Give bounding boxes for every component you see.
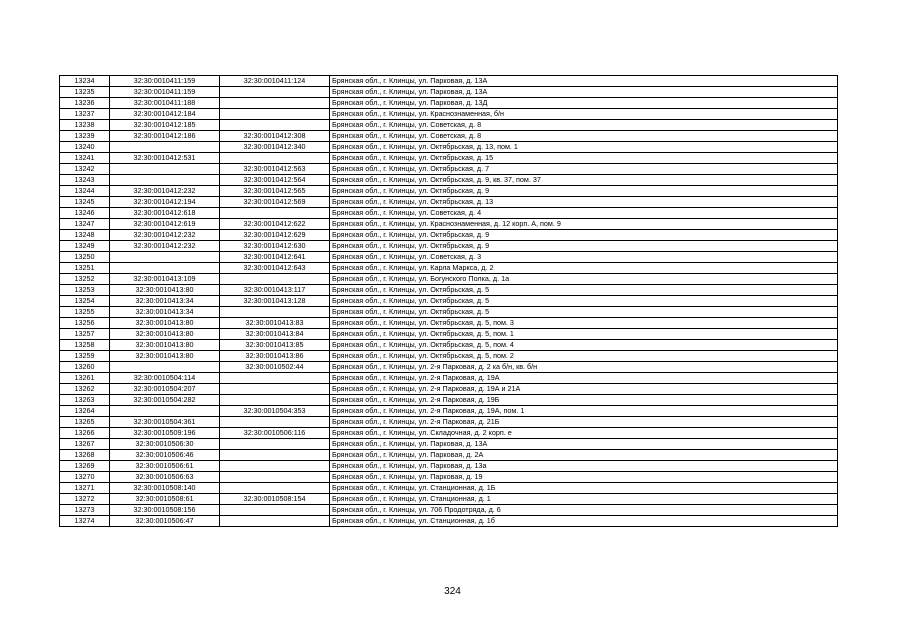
table-row xyxy=(60,417,838,428)
table-row xyxy=(60,450,838,461)
cadastral-number-cell: 32:30:0010412:194 xyxy=(110,197,220,208)
address-cell: Брянская обл., г. Клинцы, ул. Парковая, д. 2А xyxy=(330,450,838,461)
related-cadastral-number-cell xyxy=(220,395,330,406)
table-row xyxy=(60,483,838,494)
row-number-cell: 13263 xyxy=(60,395,110,406)
page-number: 324 xyxy=(444,586,461,597)
address-cell: Брянская обл., г. Клинцы, ул. Октябрьская, д. 5, пом. 1 xyxy=(330,329,838,340)
table-row xyxy=(60,274,838,285)
address-cell: Брянская обл., г. Клинцы, ул. 2-я Парковая, д. 19Б xyxy=(330,395,838,406)
address-cell: Брянская обл., г. Клинцы, ул. Октябрьская, д. 5 xyxy=(330,307,838,318)
address-cell: Брянская обл., г. Клинцы, ул. Карла Маркса, д. 2 xyxy=(330,263,838,274)
table-row xyxy=(60,142,838,153)
cadastral-number-cell xyxy=(110,406,220,417)
table-row xyxy=(60,373,838,384)
related-cadastral-number-cell: 32:30:0010412:630 xyxy=(220,241,330,252)
address-cell: Брянская обл., г. Клинцы, ул. 2-я Парковая, д. 21Б xyxy=(330,417,838,428)
row-number-cell: 13247 xyxy=(60,219,110,230)
row-number-cell: 13244 xyxy=(60,186,110,197)
table-row xyxy=(60,109,838,120)
table-row xyxy=(60,285,838,296)
address-cell: Брянская обл., г. Клинцы, ул. Советская, д. 4 xyxy=(330,208,838,219)
related-cadastral-number-cell xyxy=(220,516,330,527)
cadastral-number-cell: 32:30:0010412:619 xyxy=(110,219,220,230)
row-number-cell: 13268 xyxy=(60,450,110,461)
table-row xyxy=(60,362,838,373)
address-cell: Брянская обл., г. Клинцы, ул. Советская, д. 8 xyxy=(330,120,838,131)
registry-table-body xyxy=(60,76,838,527)
table-row xyxy=(60,87,838,98)
table-row xyxy=(60,428,838,439)
related-cadastral-number-cell xyxy=(220,461,330,472)
related-cadastral-number-cell: 32:30:0010412:565 xyxy=(220,186,330,197)
related-cadastral-number-cell: 32:30:0010412:564 xyxy=(220,175,330,186)
cadastral-number-cell: 32:30:0010413:80 xyxy=(110,329,220,340)
table-row xyxy=(60,241,838,252)
related-cadastral-number-cell: 32:30:0010413:117 xyxy=(220,285,330,296)
property-registry-table xyxy=(59,75,838,527)
address-cell: Брянская обл., г. Клинцы, ул. Парковая, д. 13А xyxy=(330,87,838,98)
related-cadastral-number-cell: 32:30:0010508:154 xyxy=(220,494,330,505)
related-cadastral-number-cell xyxy=(220,505,330,516)
table-row xyxy=(60,395,838,406)
address-cell: Брянская обл., г. Клинцы, ул. Краснознаменная, д. 12 корп. А, пом. 9 xyxy=(330,219,838,230)
table-row xyxy=(60,516,838,527)
row-number-cell: 13251 xyxy=(60,263,110,274)
row-number-cell: 13240 xyxy=(60,142,110,153)
cadastral-number-cell xyxy=(110,362,220,373)
row-number-cell: 13239 xyxy=(60,131,110,142)
related-cadastral-number-cell: 32:30:0010412:643 xyxy=(220,263,330,274)
table-row xyxy=(60,384,838,395)
address-cell: Брянская обл., г. Клинцы, ул. 2-я Парковая, д. 19А xyxy=(330,373,838,384)
cadastral-number-cell: 32:30:0010413:34 xyxy=(110,307,220,318)
cadastral-number-cell: 32:30:0010506:61 xyxy=(110,461,220,472)
related-cadastral-number-cell: 32:30:0010504:353 xyxy=(220,406,330,417)
row-number-cell: 13266 xyxy=(60,428,110,439)
related-cadastral-number-cell xyxy=(220,483,330,494)
cadastral-number-cell: 32:30:0010509:196 xyxy=(110,428,220,439)
row-number-cell: 13258 xyxy=(60,340,110,351)
table-row xyxy=(60,197,838,208)
cadastral-number-cell xyxy=(110,252,220,263)
row-number-cell: 13234 xyxy=(60,76,110,87)
row-number-cell: 13274 xyxy=(60,516,110,527)
table-row xyxy=(60,340,838,351)
cadastral-number-cell: 32:30:0010412:232 xyxy=(110,186,220,197)
cadastral-number-cell: 32:30:0010411:188 xyxy=(110,98,220,109)
address-cell: Брянская обл., г. Клинцы, ул. Советская, д. 3 xyxy=(330,252,838,263)
row-number-cell: 13262 xyxy=(60,384,110,395)
row-number-cell: 13250 xyxy=(60,252,110,263)
row-number-cell: 13254 xyxy=(60,296,110,307)
row-number-cell: 13260 xyxy=(60,362,110,373)
row-number-cell: 13238 xyxy=(60,120,110,131)
related-cadastral-number-cell: 32:30:0010412:308 xyxy=(220,131,330,142)
address-cell: Брянская обл., г. Клинцы, ул. Парковая, д. 13а xyxy=(330,461,838,472)
related-cadastral-number-cell xyxy=(220,373,330,384)
address-cell: Брянская обл., г. Клинцы, ул. Октябрьская, д. 15 xyxy=(330,153,838,164)
address-cell: Брянская обл., г. Клинцы, ул. Парковая, д. 13А xyxy=(330,439,838,450)
cadastral-number-cell: 32:30:0010506:30 xyxy=(110,439,220,450)
cadastral-number-cell: 32:30:0010412:186 xyxy=(110,131,220,142)
related-cadastral-number-cell: 32:30:0010412:629 xyxy=(220,230,330,241)
table-row xyxy=(60,252,838,263)
address-cell: Брянская обл., г. Клинцы, ул. Октябрьская, д. 5 xyxy=(330,285,838,296)
row-number-cell: 13241 xyxy=(60,153,110,164)
related-cadastral-number-cell: 32:30:0010413:84 xyxy=(220,329,330,340)
address-cell: Брянская обл., г. Клинцы, ул. Советская, д. 8 xyxy=(330,131,838,142)
row-number-cell: 13264 xyxy=(60,406,110,417)
address-cell: Брянская обл., г. Клинцы, ул. Станционная, д. 1б xyxy=(330,516,838,527)
address-cell: Брянская обл., г. Клинцы, ул. Складочная, д. 2 корп. е xyxy=(330,428,838,439)
row-number-cell: 13261 xyxy=(60,373,110,384)
cadastral-number-cell: 32:30:0010412:232 xyxy=(110,241,220,252)
address-cell: Брянская обл., г. Клинцы, ул. Октябрьская, д. 13, пом. 1 xyxy=(330,142,838,153)
related-cadastral-number-cell: 32:30:0010412:641 xyxy=(220,252,330,263)
address-cell: Брянская обл., г. Клинцы, ул. Краснознаменная, б/н xyxy=(330,109,838,120)
cadastral-number-cell xyxy=(110,164,220,175)
address-cell: Брянская обл., г. Клинцы, ул. Октябрьская, д. 5 xyxy=(330,296,838,307)
related-cadastral-number-cell: 32:30:0010506:116 xyxy=(220,428,330,439)
related-cadastral-number-cell xyxy=(220,472,330,483)
table-row xyxy=(60,472,838,483)
row-number-cell: 13273 xyxy=(60,505,110,516)
table-row xyxy=(60,494,838,505)
cadastral-number-cell: 32:30:0010508:140 xyxy=(110,483,220,494)
row-number-cell: 13237 xyxy=(60,109,110,120)
cadastral-number-cell xyxy=(110,175,220,186)
row-number-cell: 13236 xyxy=(60,98,110,109)
row-number-cell: 13245 xyxy=(60,197,110,208)
cadastral-number-cell: 32:30:0010412:184 xyxy=(110,109,220,120)
cadastral-number-cell: 32:30:0010506:47 xyxy=(110,516,220,527)
table-row xyxy=(60,98,838,109)
row-number-cell: 13265 xyxy=(60,417,110,428)
table-row xyxy=(60,230,838,241)
row-number-cell: 13259 xyxy=(60,351,110,362)
address-cell: Брянская обл., г. Клинцы, ул. Богунского Полка, д. 1а xyxy=(330,274,838,285)
row-number-cell: 13269 xyxy=(60,461,110,472)
related-cadastral-number-cell xyxy=(220,274,330,285)
row-number-cell: 13255 xyxy=(60,307,110,318)
related-cadastral-number-cell xyxy=(220,439,330,450)
cadastral-number-cell: 32:30:0010413:80 xyxy=(110,285,220,296)
cadastral-number-cell: 32:30:0010412:531 xyxy=(110,153,220,164)
cadastral-number-cell: 32:30:0010411:159 xyxy=(110,87,220,98)
table-row xyxy=(60,461,838,472)
address-cell: Брянская обл., г. Клинцы, ул. 2-я Парковая, д. 2 ка б/н, кв. б/н xyxy=(330,362,838,373)
related-cadastral-number-cell: 32:30:0010411:124 xyxy=(220,76,330,87)
table-row xyxy=(60,219,838,230)
related-cadastral-number-cell: 32:30:0010412:622 xyxy=(220,219,330,230)
cadastral-number-cell: 32:30:0010413:80 xyxy=(110,340,220,351)
related-cadastral-number-cell: 32:30:0010413:86 xyxy=(220,351,330,362)
table-row xyxy=(60,208,838,219)
related-cadastral-number-cell: 32:30:0010413:85 xyxy=(220,340,330,351)
cadastral-number-cell: 32:30:0010504:361 xyxy=(110,417,220,428)
table-row xyxy=(60,164,838,175)
table-row xyxy=(60,175,838,186)
table-row xyxy=(60,76,838,87)
table-row xyxy=(60,153,838,164)
cadastral-number-cell: 32:30:0010506:63 xyxy=(110,472,220,483)
table-row xyxy=(60,329,838,340)
address-cell: Брянская обл., г. Клинцы, ул. Парковая, д. 19 xyxy=(330,472,838,483)
cadastral-number-cell: 32:30:0010412:618 xyxy=(110,208,220,219)
table-row xyxy=(60,406,838,417)
address-cell: Брянская обл., г. Клинцы, ул. Октябрьская, д. 7 xyxy=(330,164,838,175)
cadastral-number-cell: 32:30:0010413:80 xyxy=(110,351,220,362)
table-row xyxy=(60,439,838,450)
address-cell: Брянская обл., г. Клинцы, ул. 2-я Парковая, д. 19А и 21А xyxy=(330,384,838,395)
related-cadastral-number-cell: 32:30:0010413:83 xyxy=(220,318,330,329)
address-cell: Брянская обл., г. Клинцы, ул. Парковая, д. 13А xyxy=(330,76,838,87)
related-cadastral-number-cell: 32:30:0010413:128 xyxy=(220,296,330,307)
related-cadastral-number-cell: 32:30:0010502:44 xyxy=(220,362,330,373)
address-cell: Брянская обл., г. Клинцы, ул. Октябрьская, д. 9 xyxy=(330,241,838,252)
related-cadastral-number-cell xyxy=(220,109,330,120)
address-cell: Брянская обл., г. Клинцы, ул. Парковая, д. 13Д xyxy=(330,98,838,109)
address-cell: Брянская обл., г. Клинцы, ул. Октябрьская, д. 5, пом. 3 xyxy=(330,318,838,329)
row-number-cell: 13249 xyxy=(60,241,110,252)
table-row xyxy=(60,131,838,142)
row-number-cell: 13242 xyxy=(60,164,110,175)
related-cadastral-number-cell xyxy=(220,208,330,219)
related-cadastral-number-cell: 32:30:0010412:569 xyxy=(220,197,330,208)
row-number-cell: 13271 xyxy=(60,483,110,494)
address-cell: Брянская обл., г. Клинцы, ул. Октябрьская, д. 13 xyxy=(330,197,838,208)
address-cell: Брянская обл., г. Клинцы, ул. Октябрьская, д. 9 xyxy=(330,186,838,197)
row-number-cell: 13272 xyxy=(60,494,110,505)
cadastral-number-cell xyxy=(110,263,220,274)
address-cell: Брянская обл., г. Клинцы, ул. Октябрьская, д. 5, пом. 2 xyxy=(330,351,838,362)
cadastral-number-cell: 32:30:0010504:207 xyxy=(110,384,220,395)
related-cadastral-number-cell xyxy=(220,417,330,428)
related-cadastral-number-cell: 32:30:0010412:340 xyxy=(220,142,330,153)
address-cell: Брянская обл., г. Клинцы, ул. 706 Продотряда, д. 6 xyxy=(330,505,838,516)
related-cadastral-number-cell xyxy=(220,307,330,318)
related-cadastral-number-cell xyxy=(220,384,330,395)
cadastral-number-cell: 32:30:0010412:185 xyxy=(110,120,220,131)
table-row xyxy=(60,263,838,274)
related-cadastral-number-cell xyxy=(220,120,330,131)
row-number-cell: 13253 xyxy=(60,285,110,296)
address-cell: Брянская обл., г. Клинцы, ул. Октябрьская, д. 5, пом. 4 xyxy=(330,340,838,351)
cadastral-number-cell: 32:30:0010506:46 xyxy=(110,450,220,461)
related-cadastral-number-cell xyxy=(220,87,330,98)
table-row xyxy=(60,186,838,197)
cadastral-number-cell: 32:30:0010411:159 xyxy=(110,76,220,87)
related-cadastral-number-cell: 32:30:0010412:563 xyxy=(220,164,330,175)
cadastral-number-cell: 32:30:0010504:282 xyxy=(110,395,220,406)
row-number-cell: 13257 xyxy=(60,329,110,340)
table-row xyxy=(60,307,838,318)
cadastral-number-cell: 32:30:0010413:109 xyxy=(110,274,220,285)
address-cell: Брянская обл., г. Клинцы, ул. Октябрьская, д. 9 xyxy=(330,230,838,241)
related-cadastral-number-cell xyxy=(220,153,330,164)
row-number-cell: 13243 xyxy=(60,175,110,186)
cadastral-number-cell: 32:30:0010413:80 xyxy=(110,318,220,329)
row-number-cell: 13267 xyxy=(60,439,110,450)
table-row xyxy=(60,120,838,131)
cadastral-number-cell: 32:30:0010508:156 xyxy=(110,505,220,516)
related-cadastral-number-cell xyxy=(220,98,330,109)
row-number-cell: 13248 xyxy=(60,230,110,241)
table-row xyxy=(60,351,838,362)
row-number-cell: 13246 xyxy=(60,208,110,219)
row-number-cell: 13235 xyxy=(60,87,110,98)
cadastral-number-cell: 32:30:0010504:114 xyxy=(110,373,220,384)
related-cadastral-number-cell xyxy=(220,450,330,461)
cadastral-number-cell: 32:30:0010412:232 xyxy=(110,230,220,241)
row-number-cell: 13256 xyxy=(60,318,110,329)
address-cell: Брянская обл., г. Клинцы, ул. Станционная, д. 1 xyxy=(330,494,838,505)
row-number-cell: 13270 xyxy=(60,472,110,483)
address-cell: Брянская обл., г. Клинцы, ул. 2-я Парковая, д. 19А, пом. 1 xyxy=(330,406,838,417)
table-row xyxy=(60,296,838,307)
table-row xyxy=(60,505,838,516)
cadastral-number-cell xyxy=(110,142,220,153)
row-number-cell: 13252 xyxy=(60,274,110,285)
table-row xyxy=(60,318,838,329)
address-cell: Брянская обл., г. Клинцы, ул. Октябрьская, д. 9, кв. 37, пом. 37 xyxy=(330,175,838,186)
address-cell: Брянская обл., г. Клинцы, ул. Станционная, д. 1Б xyxy=(330,483,838,494)
cadastral-number-cell: 32:30:0010508:61 xyxy=(110,494,220,505)
cadastral-number-cell: 32:30:0010413:34 xyxy=(110,296,220,307)
